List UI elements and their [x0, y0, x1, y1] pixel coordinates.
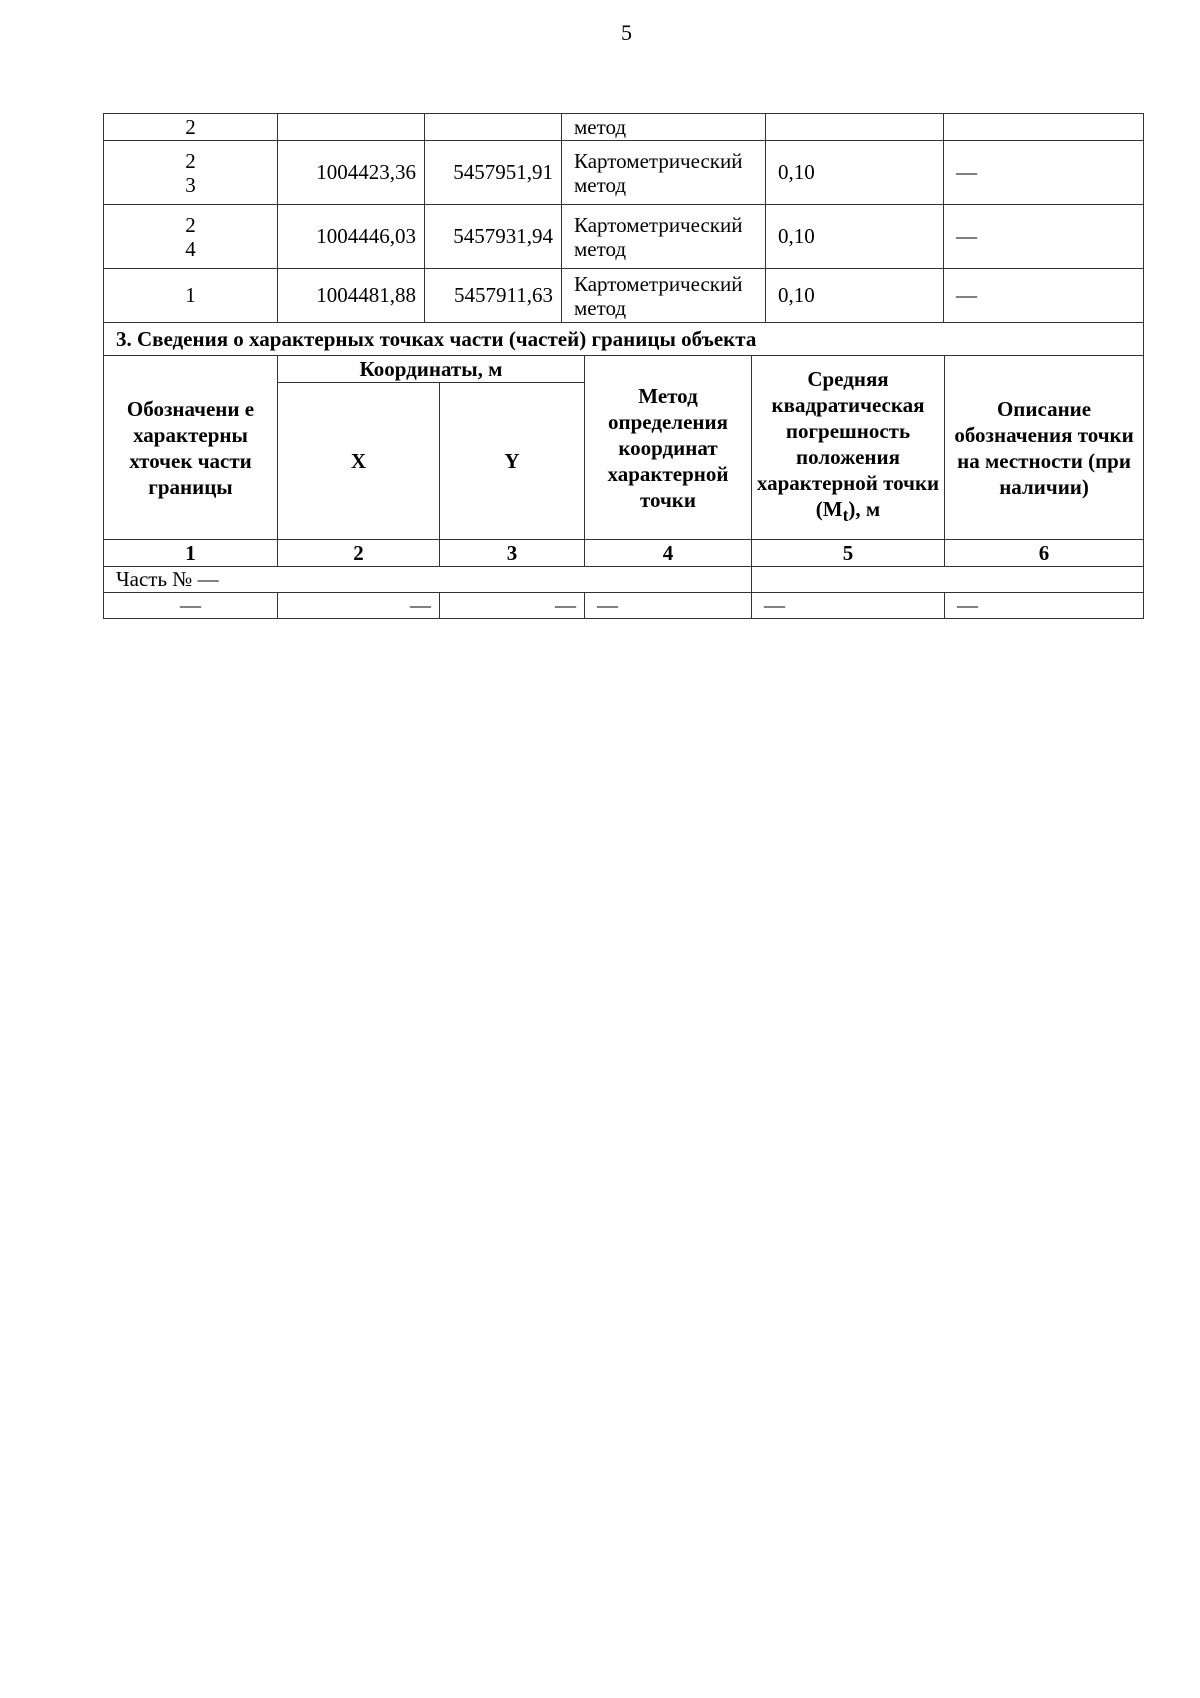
table-row	[104, 269, 1144, 323]
point-cell: 2 3	[104, 141, 278, 205]
table-row	[104, 141, 1144, 205]
method-cell: Картометрический метод	[562, 205, 766, 269]
part-row	[104, 567, 1144, 593]
y-cell: 5457911,63	[425, 269, 562, 323]
description-cell: —	[944, 269, 1144, 323]
page-number: 5	[621, 20, 632, 45]
y-cell	[425, 114, 562, 141]
column-number: 1	[104, 540, 278, 567]
section-title-row	[104, 323, 1144, 356]
error-cell: 0,10	[766, 269, 944, 323]
description-cell: —	[944, 205, 1144, 269]
table-row	[104, 593, 1144, 619]
column-number: 3	[440, 540, 585, 567]
coordinates-table-continued	[103, 113, 1144, 323]
description-cell	[944, 114, 1144, 141]
x-cell: 1004481,88	[278, 269, 425, 323]
table-row	[104, 114, 1144, 141]
error-cell: —	[752, 593, 945, 619]
x-cell: —	[278, 593, 440, 619]
y-cell: 5457951,91	[425, 141, 562, 205]
column-number: 2	[278, 540, 440, 567]
x-cell: 1004446,03	[278, 205, 425, 269]
method-cell: метод	[562, 114, 766, 141]
description-cell: —	[945, 593, 1144, 619]
error-cell	[766, 114, 944, 141]
column-number: 6	[945, 540, 1144, 567]
method-header: Метод определения координат характерной точки	[585, 356, 752, 540]
point-cell: 1	[104, 269, 278, 323]
column-number-row	[104, 540, 1144, 567]
y-cell: —	[440, 593, 585, 619]
part-label: Часть № —	[104, 567, 752, 593]
column-number: 5	[752, 540, 945, 567]
point-cell: 2	[104, 114, 278, 141]
error-cell: 0,10	[766, 205, 944, 269]
error-cell: 0,10	[766, 141, 944, 205]
column-number: 4	[585, 540, 752, 567]
y-cell: 5457931,94	[425, 205, 562, 269]
x-cell	[278, 114, 425, 141]
part-points-table	[103, 322, 1144, 619]
point-cell: —	[104, 593, 278, 619]
section-title: 3. Сведения о характерных точках части (частей) границы объекта	[104, 323, 1144, 356]
method-cell: Картометрический метод	[562, 141, 766, 205]
designation-header: Обозначени е характерны хточек части границы	[104, 356, 278, 540]
x-cell: 1004423,36	[278, 141, 425, 205]
error-header	[752, 356, 945, 540]
description-cell: —	[944, 141, 1144, 205]
description-header: Описание обозначения точки на местности (при наличии)	[945, 356, 1144, 540]
header-row	[104, 356, 1144, 383]
table-row	[104, 205, 1144, 269]
method-cell: Картометрический метод	[562, 269, 766, 323]
error-header-text: Средняя квадратическая погрешность положения характерной точки (M	[756, 367, 940, 522]
coordinates-header: Координаты, м	[278, 356, 585, 383]
point-cell: 2 4	[104, 205, 278, 269]
part-empty-cell	[752, 567, 1144, 593]
error-header-subscript: t	[842, 505, 849, 526]
y-header: Y	[440, 383, 585, 540]
error-header-unit: ), м	[848, 497, 881, 522]
method-cell: —	[585, 593, 752, 619]
x-header: X	[278, 383, 440, 540]
